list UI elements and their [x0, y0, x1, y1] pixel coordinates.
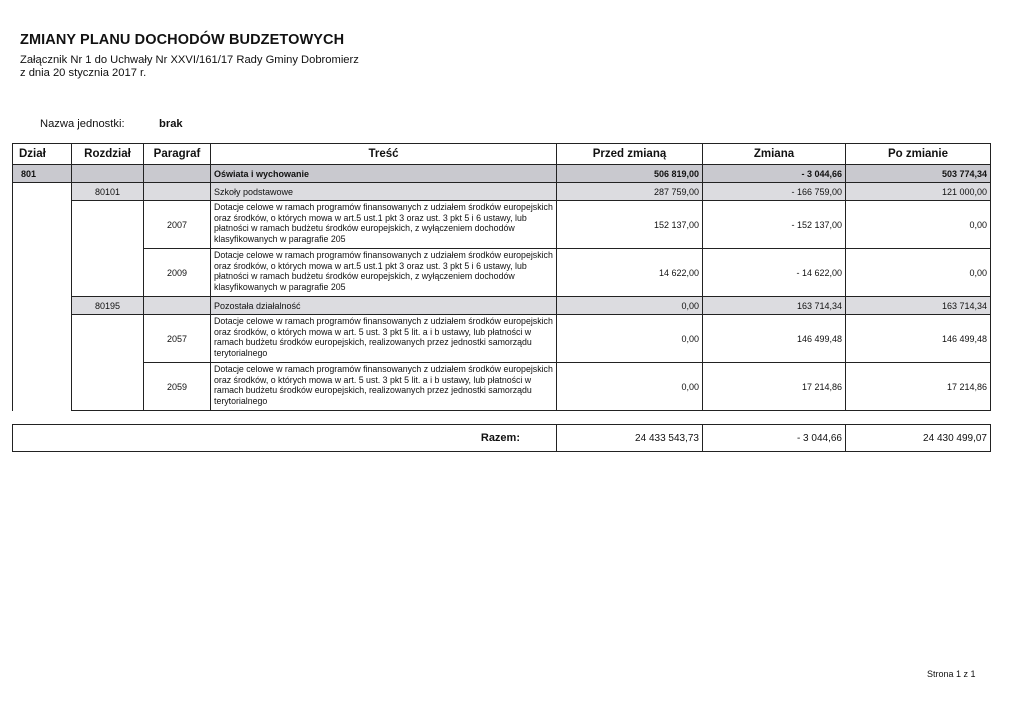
paragraf-change: - 152 137,00 — [703, 201, 846, 249]
paragraf-after: 0,00 — [846, 201, 991, 249]
rozdzial-before: 287 759,00 — [557, 183, 703, 201]
paragraf-code: 2009 — [144, 249, 211, 297]
paragraf-desc: Dotacje celowe w ramach programów finansowanych z udziałem środków europejskich oraz środków, o których mowa w art. 5 ust. 3 pkt 5 lit. a i b ustawy, lub płatności w ramach budżetu środków europejskich, realizowanych przez jednostki samorządu terytorialnego — [211, 363, 557, 411]
table-row-rozdzial — [13, 297, 991, 315]
rozdzial-change: 163 714,34 — [703, 297, 846, 315]
column-header-zmiana: Zmiana — [703, 144, 846, 165]
rozdzial-change: - 166 759,00 — [703, 183, 846, 201]
unit-value: brak — [159, 118, 183, 130]
paragraf-desc: Dotacje celowe w ramach programów finansowanych z udziałem środków europejskich oraz środków, o których mowa w art.5 ust.1 pkt 3 oraz ust. 3 pkt 5 i 6 ustawy, lub płatności w ramach budżetu środków europejskich, z wyłączeniem dochodów klasyfikowanych w paragrafie 205 — [211, 249, 557, 297]
paragraf-desc: Dotacje celowe w ramach programów finansowanych z udziałem środków europejskich oraz środków, o których mowa w art.5 ust.1 pkt 3 oraz ust. 3 pkt 5 i 6 ustawy, lub płatności w ramach budżetu środków europejskich, z wyłączeniem dochodów klasyfikowanych w paragrafie 205 — [211, 201, 557, 249]
rozdzial-name: Szkoły podstawowe — [211, 183, 557, 201]
column-header-po-zmianie: Po zmianie — [846, 144, 991, 165]
rozdzial-after: 121 000,00 — [846, 183, 991, 201]
table-row-rozdzial — [13, 183, 991, 201]
dzial-change: - 3 044,66 — [703, 165, 846, 183]
column-header-rozdzial: Rozdział — [72, 144, 144, 165]
unit-row — [40, 118, 183, 130]
table-header-row — [13, 144, 991, 165]
paragraf-desc: Dotacje celowe w ramach programów finansowanych z udziałem środków europejskich oraz środków, o których mowa w art. 5 ust. 3 pkt 5 lit. a i b ustawy, lub płatności w ramach budżetu środków europejskich, realizowanych przez jednostki samorządu terytorialnego — [211, 315, 557, 363]
paragraf-change: 17 214,86 — [703, 363, 846, 411]
total-row — [13, 425, 991, 452]
total-after: 24 430 499,07 — [846, 425, 991, 452]
table-row-paragraf — [13, 363, 991, 411]
document-title: ZMIANY PLANU DOCHODÓW BUDZETOWYCH — [20, 32, 345, 48]
paragraf-after: 146 499,48 — [846, 315, 991, 363]
paragraf-before: 0,00 — [557, 315, 703, 363]
document-subtitle-date: z dnia 20 stycznia 2017 r. — [20, 67, 147, 79]
unit-label: Nazwa jednostki: — [40, 118, 125, 130]
page-number: Strona 1 z 1 — [927, 669, 976, 679]
dzial-before: 506 819,00 — [557, 165, 703, 183]
paragraf-code: 2059 — [144, 363, 211, 411]
column-header-przed-zmiana: Przed zmianą — [557, 144, 703, 165]
column-header-dzial: Dział — [13, 144, 72, 165]
paragraf-before: 0,00 — [557, 363, 703, 411]
total-change: - 3 044,66 — [703, 425, 846, 452]
table-row-dzial — [13, 165, 991, 183]
paragraf-change: 146 499,48 — [703, 315, 846, 363]
dzial-code: 801 — [13, 165, 72, 183]
rozdzial-before: 0,00 — [557, 297, 703, 315]
column-header-tresc: Treść — [211, 144, 557, 165]
document-subtitle-resolution: Załącznik Nr 1 do Uchwały Nr XXVI/161/17 Rady Gminy Dobromierz — [20, 54, 359, 66]
column-header-paragraf: Paragraf — [144, 144, 211, 165]
paragraf-before: 14 622,00 — [557, 249, 703, 297]
paragraf-before: 152 137,00 — [557, 201, 703, 249]
rozdzial-code: 80195 — [72, 297, 144, 315]
dzial-after: 503 774,34 — [846, 165, 991, 183]
paragraf-code: 2057 — [144, 315, 211, 363]
paragraf-code: 2007 — [144, 201, 211, 249]
paragraf-after: 17 214,86 — [846, 363, 991, 411]
paragraf-after: 0,00 — [846, 249, 991, 297]
total-table — [12, 424, 991, 452]
total-before: 24 433 543,73 — [557, 425, 703, 452]
table-row-paragraf — [13, 249, 991, 297]
rozdzial-after: 163 714,34 — [846, 297, 991, 315]
table-row-paragraf — [13, 201, 991, 249]
rozdzial-name: Pozostała działalność — [211, 297, 557, 315]
table-row-paragraf — [13, 315, 991, 363]
total-label: Razem: — [13, 425, 557, 452]
paragraf-change: - 14 622,00 — [703, 249, 846, 297]
budget-changes-table — [12, 143, 991, 411]
dzial-name: Oświata i wychowanie — [211, 165, 557, 183]
rozdzial-code: 80101 — [72, 183, 144, 201]
